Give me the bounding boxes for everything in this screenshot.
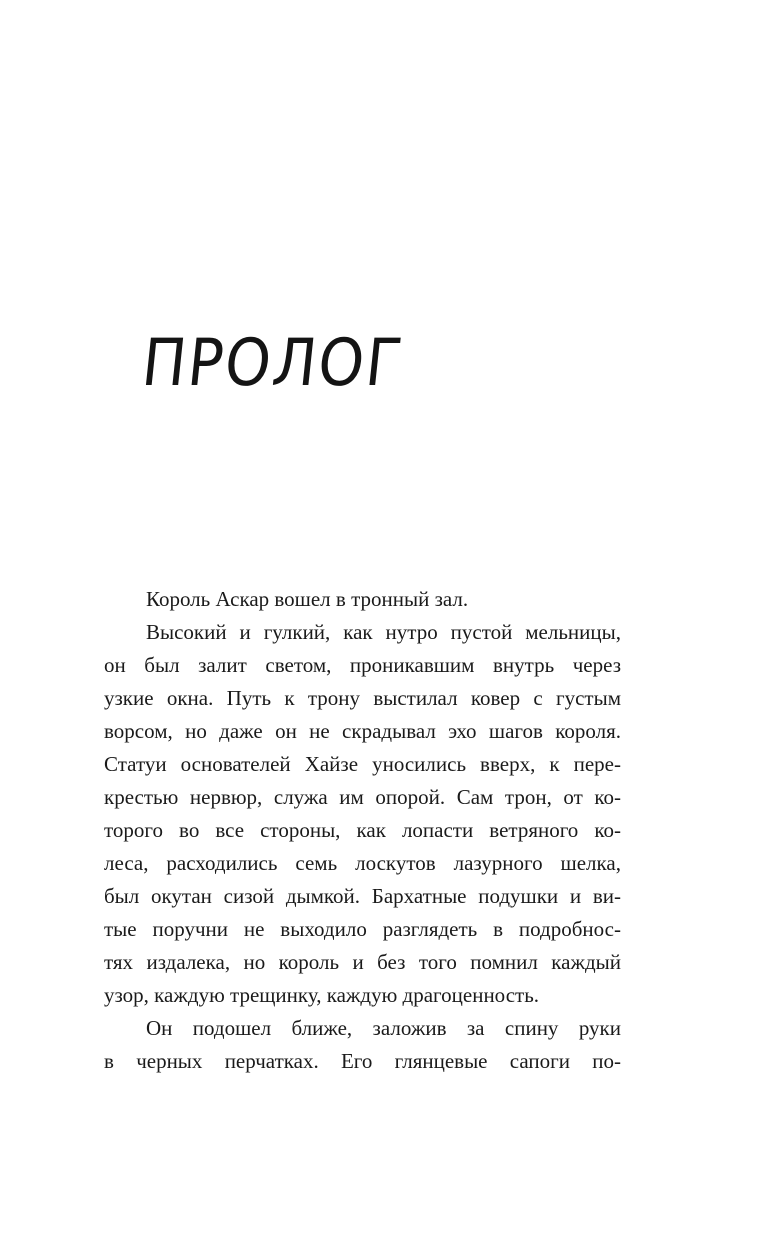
text-line: торого во все стороны, как лопасти ветряного ко- — [104, 818, 621, 842]
text-line: узор, каждую трещинку, каждую драгоценность. — [104, 983, 540, 1007]
chapter-title: ПРОЛОГ — [138, 324, 408, 401]
text-line: Статуи основателей Хайзе уносились вверх, к пере- — [104, 752, 621, 776]
text-line: был окутан сизой дымкой. Бархатные подушки и ви- — [104, 884, 621, 908]
text-line: Высокий и гулкий, как нутро пустой мельницы, — [146, 620, 621, 644]
text-line: тях издалека, но король и без того помнил каждый — [104, 950, 621, 974]
text-line: он был залит светом, проникавшим внутрь через — [104, 653, 621, 677]
text-line: в черных перчатках. Его глянцевые сапоги по- — [104, 1049, 621, 1073]
text-line: леса, расходились семь лоскутов лазурного шелка, — [104, 851, 621, 875]
paragraph-1 — [104, 583, 621, 616]
text-line: узкие окна. Путь к трону выстилал ковер с густым — [104, 686, 621, 710]
text-line: Король Аскар вошел в тронный зал. — [146, 587, 469, 611]
paragraph-2 — [104, 616, 621, 1012]
paragraph-3 — [104, 1012, 621, 1078]
text-line: тые поручни не выходило разглядеть в подробнос- — [104, 917, 621, 941]
text-line: крестью нервюр, служа им опорой. Сам трон, от ко- — [104, 785, 621, 809]
text-line: ворсом, но даже он не скрадывал эхо шагов короля. — [104, 719, 621, 743]
text-line: Он подошел ближе, заложив за спину руки — [146, 1016, 621, 1040]
body-text — [104, 583, 621, 1078]
